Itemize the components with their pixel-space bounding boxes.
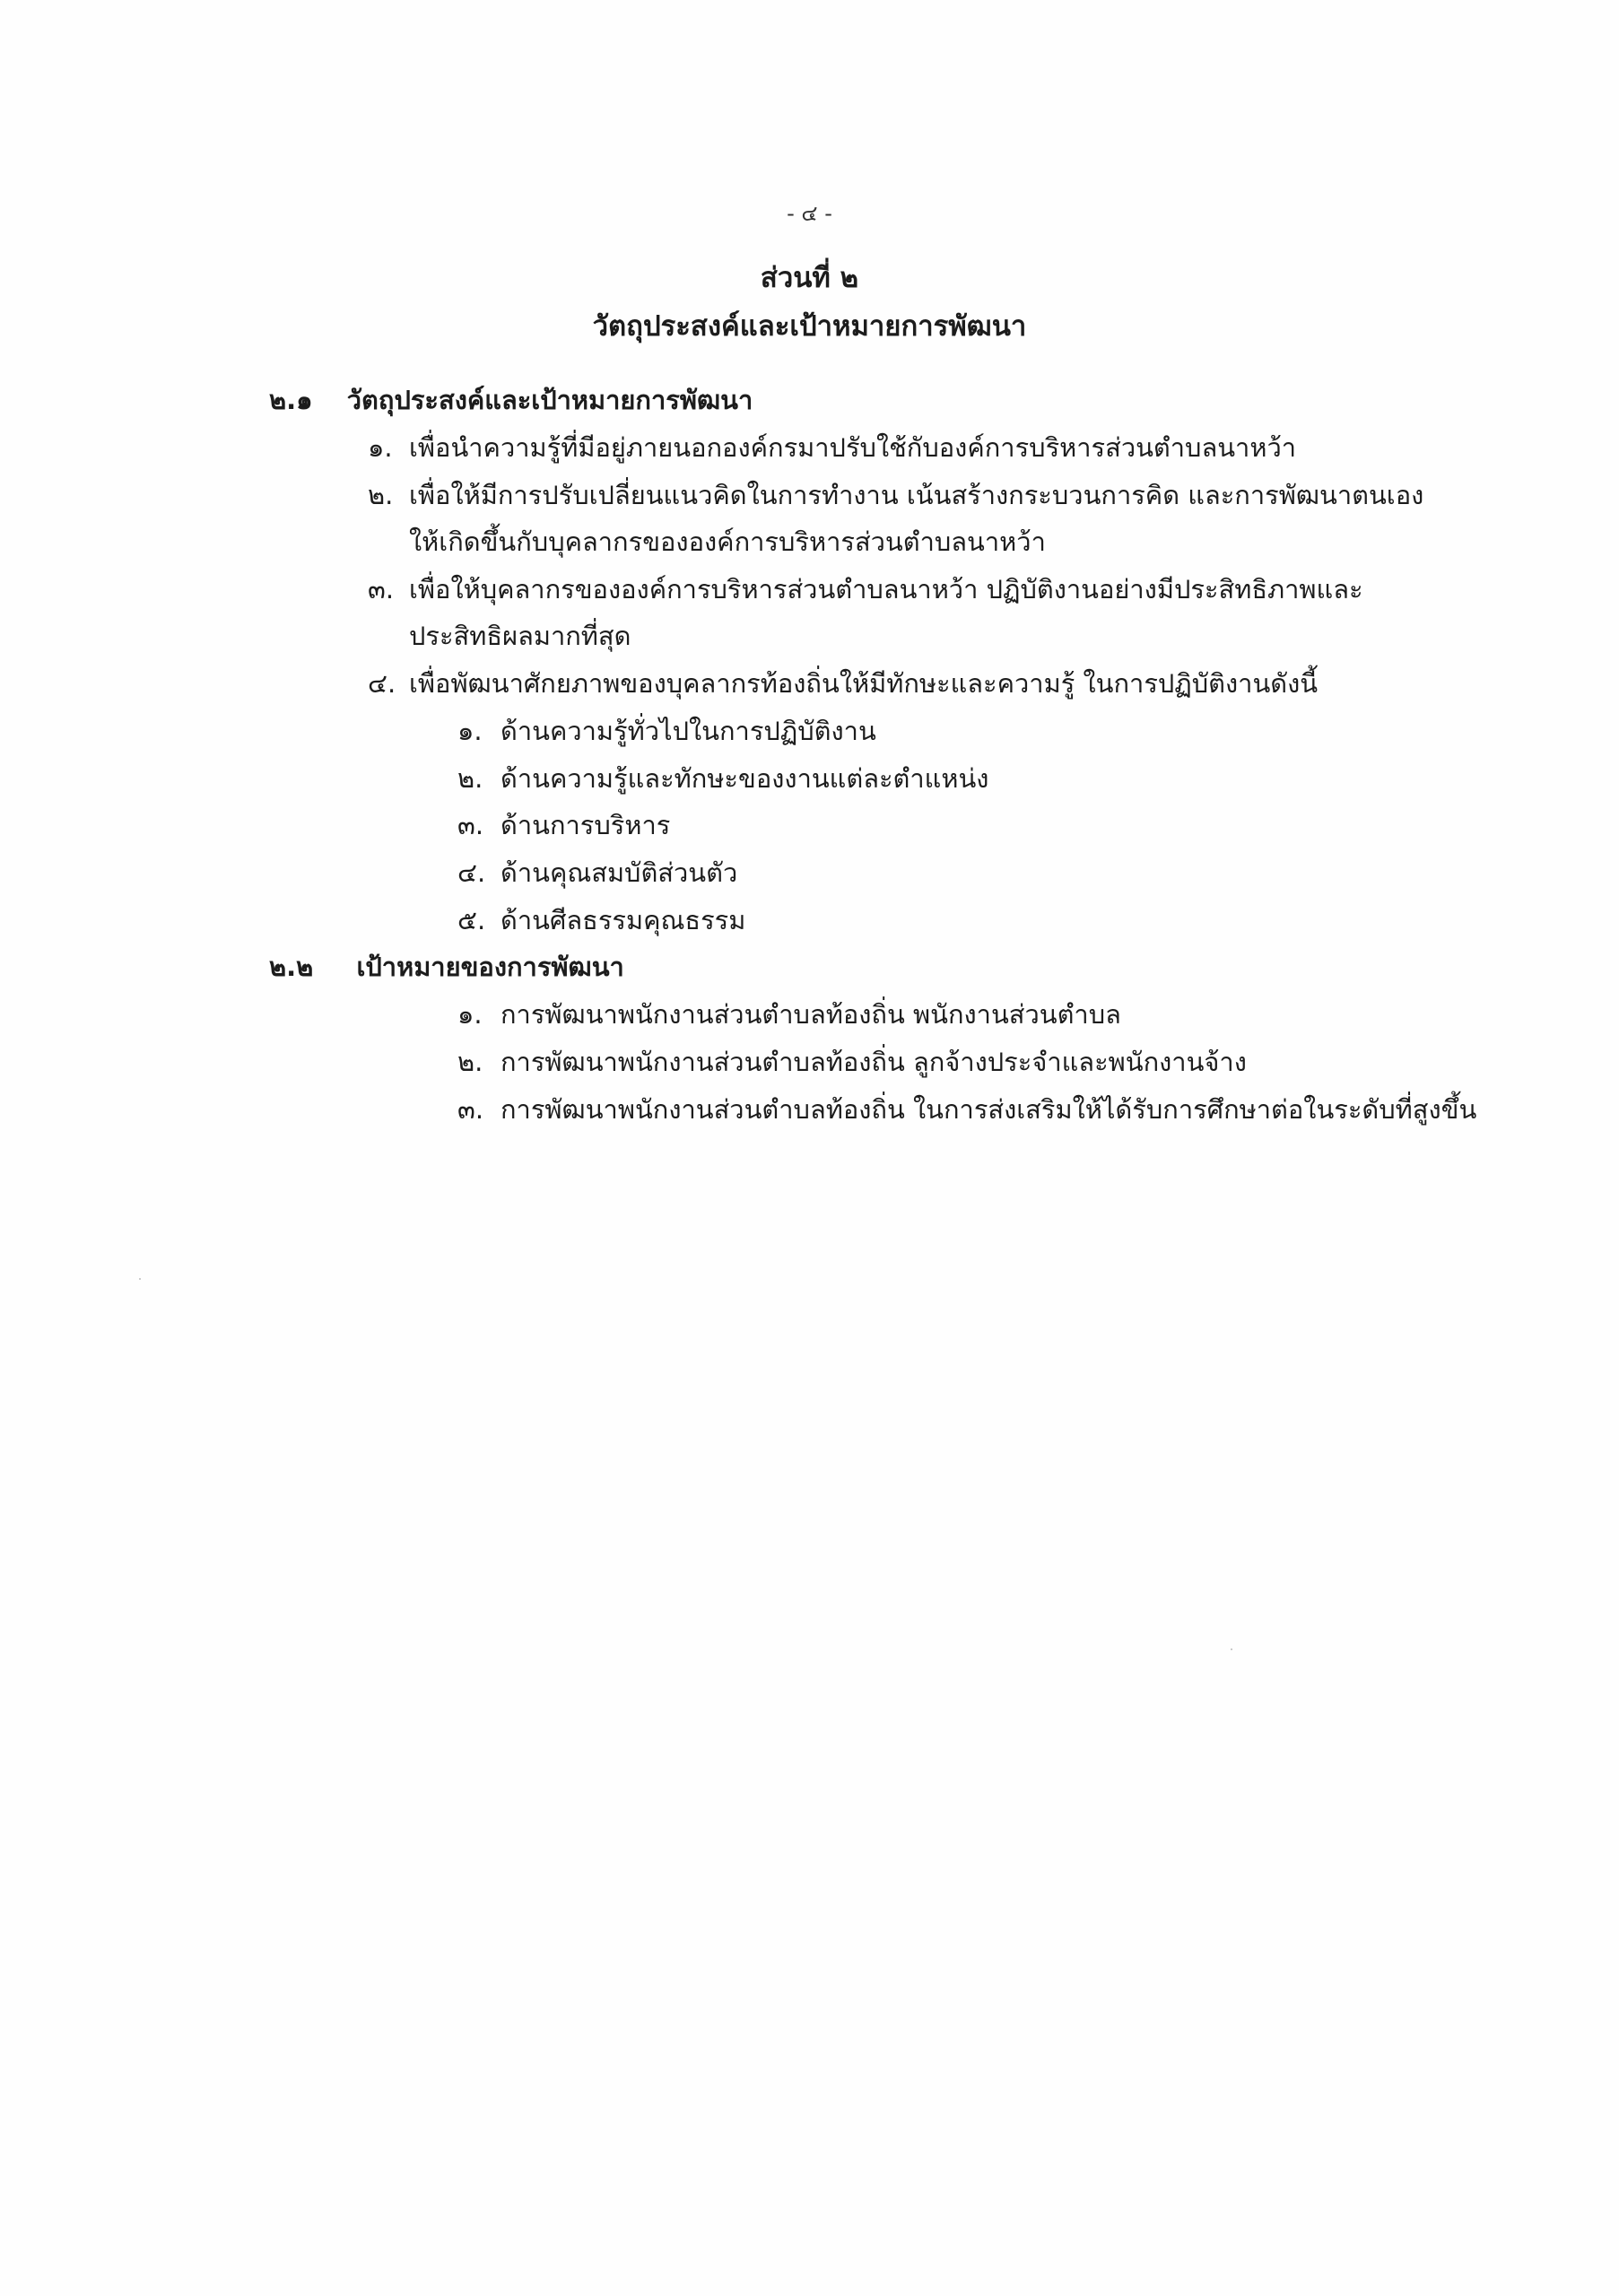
item-number: ๑. <box>457 999 483 1030</box>
objective-item-3-continued: ประสิทธิผลมากที่สุด <box>409 621 631 651</box>
item-text: เพื่อให้บุคลากรขององค์การบริหารส่วนตำบลนาหว้า ปฏิบัติงานอย่างมีประสิทธิภาพและ <box>409 574 1363 604</box>
item-number: ๑. <box>368 432 393 463</box>
sub-item-5 <box>457 902 745 938</box>
sub-item-text: ด้านความรู้ทั่วไปในการปฏิบัติงาน <box>500 716 876 746</box>
page-number: - ๔ - <box>787 201 832 226</box>
item-number: ๓. <box>457 1094 484 1125</box>
sub-item-number: ๒. <box>457 763 483 794</box>
sub-item-text: ด้านคุณสมบัติส่วนตัว <box>500 857 738 888</box>
sub-item-text: ด้านศีลธรรมคุณธรรม <box>500 905 746 935</box>
sub-item-2 <box>457 761 988 796</box>
section-title: วัตถุประสงค์และเป้าหมายการพัฒนา <box>346 385 753 415</box>
sub-item-number: ๑. <box>457 716 483 746</box>
item-text: เพื่อให้มีการปรับเปลี่ยนแนวคิดในการทำงาน เน้นสร้างกระบวนการคิด และการพัฒนาตนเอง <box>409 480 1424 510</box>
scan-speck <box>139 1278 141 1280</box>
item-number: ๔. <box>368 668 396 699</box>
sub-item-4 <box>457 855 737 891</box>
section-heading-2-1 <box>269 382 753 418</box>
objective-item-1 <box>368 430 1296 465</box>
part-heading: ส่วนที่ ๒ <box>760 262 859 294</box>
scan-speck <box>1231 1648 1232 1650</box>
section-title: เป้าหมายของการพัฒนา <box>356 952 624 982</box>
goal-item-2 <box>457 1044 1247 1080</box>
goal-item-1 <box>457 996 1121 1032</box>
sub-item-3 <box>457 807 670 843</box>
section-number: ๒.๒ <box>269 952 314 982</box>
objective-item-2 <box>368 477 1423 513</box>
sub-item-text: ด้านการบริหาร <box>500 810 671 840</box>
item-number: ๓. <box>368 574 395 604</box>
section-heading-2-2 <box>269 949 624 985</box>
sub-item-1 <box>457 713 876 749</box>
goal-item-3 <box>457 1091 1476 1127</box>
item-text: เพื่อพัฒนาศักยภาพของบุคลากรท้องถิ่นให้มีทักษะและความรู้ ในการปฏิบัติงานดังนี้ <box>409 668 1319 699</box>
sub-item-number: ๔. <box>457 857 486 888</box>
item-number: ๒. <box>368 480 394 510</box>
sub-item-number: ๕. <box>457 905 486 935</box>
sub-item-text: ด้านความรู้และทักษะของงานแต่ละตำแหน่ง <box>500 763 989 794</box>
sub-item-number: ๓. <box>457 810 484 840</box>
objective-item-2-continued: ให้เกิดขึ้นกับบุคลากรขององค์การบริหารส่วนตำบลนาหว้า <box>409 526 1046 557</box>
item-text: การพัฒนาพนักงานส่วนตำบลท้องถิ่น ในการส่งเสริมให้ได้รับการศึกษาต่อในระดับที่สูงขึ้น <box>500 1094 1477 1125</box>
section-number: ๒.๑ <box>269 385 313 415</box>
objective-item-3 <box>368 571 1363 607</box>
item-number: ๒. <box>457 1047 483 1077</box>
item-text: เพื่อนำความรู้ที่มีอยู่ภายนอกองค์กรมาปรับใช้กับองค์การบริหารส่วนตำบลนาหว้า <box>409 432 1297 463</box>
item-text: การพัฒนาพนักงานส่วนตำบลท้องถิ่น ลูกจ้างประจำและพนักงานจ้าง <box>500 1047 1247 1077</box>
item-text: การพัฒนาพนักงานส่วนตำบลท้องถิ่น พนักงานส่วนตำบล <box>500 999 1121 1030</box>
objective-item-4 <box>368 665 1318 701</box>
part-title: วัตถุประสงค์และเป้าหมายการพัฒนา <box>592 310 1027 343</box>
